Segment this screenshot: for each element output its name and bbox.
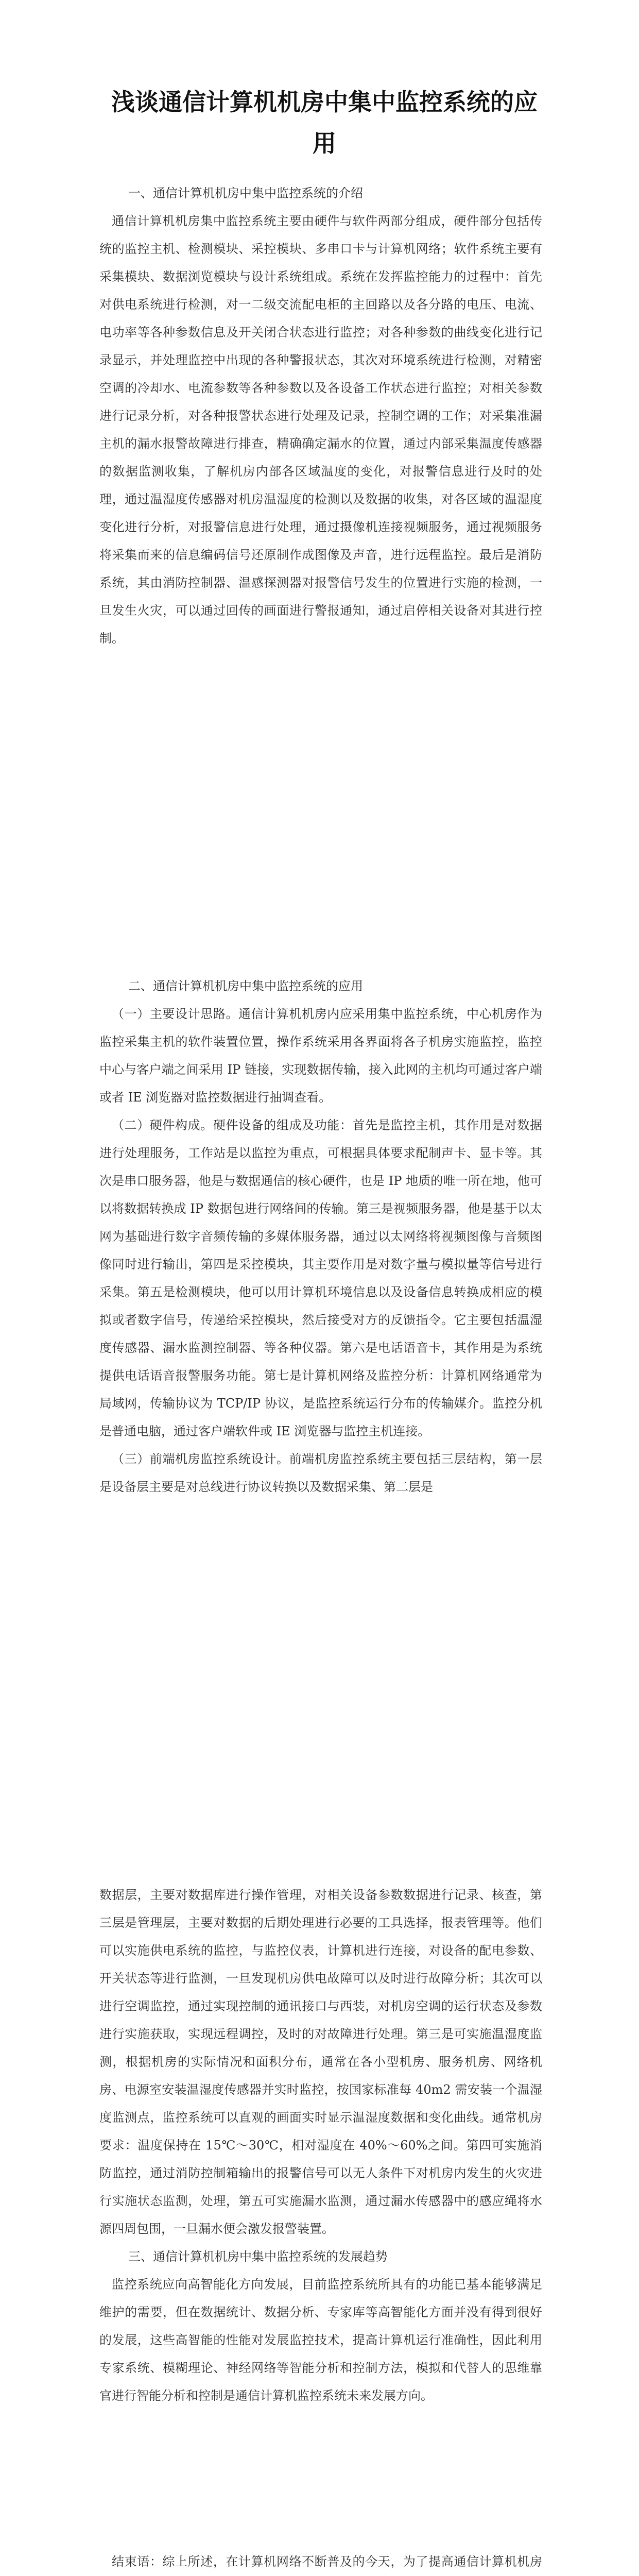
section-application	[99, 972, 542, 1501]
section-intro	[99, 179, 542, 652]
body-paragraph: （一）主要设计思路。通信计算机机房内应采用集中监控系统，中心机房作为监控采集主机的软件装置位置，操作系统采用各界面将各子机房实施监控，监控中心与客户端之间采用 IP 链接，实现数据传输，接入此网的主机均可通过客户端或者 IE 浏览器对监控数据进行抽调查看。	[99, 1007, 542, 1105]
body-paragraph: （三）前端机房监控系统设计。前端机房监控系统主要包括三层结构，第一层是设备层主要是对总线进行协议转换以及数据采集、第二层是	[99, 1452, 542, 1494]
document-title: 浅谈通信计算机机房中集中监控系统的应用	[111, 88, 538, 157]
section-heading: 二、通信计算机机房中集中监控系统的应用	[128, 979, 363, 993]
conclusion-paragraph: 结束语：综上所述，在计算机网络不断普及的今天，为了提高通信计算机机房	[112, 2554, 542, 2569]
body-paragraph: 监控系统应向高智能化方向发展，目前监控系统所具有的功能已基本能够满足维护的需要，但在数据统计、数据分析、专家库等高智能化方面并没有得到很好的发展，这些高智能的性能对发展监控技术，提高计算机运行准确性，因此利用专家系统、模糊理论、神经网络等智能分析和控制方法，模拟和代替人的思维靠官进行智能分析和控制是通信计算机监控系统未来发展方向。	[99, 2277, 542, 2403]
body-paragraph: 数据层，主要对数据库进行操作管理，对相关设备参数数据进行记录、核查，第三层是管理层，主要对数据的后期处理进行必要的工具选择，报表管理等。他们可以实施供电系统的监控，与监控仪表，计算机进行连接，对设备的配电参数、开关状态等进行监测，一旦发现机房供电故障可以及时进行故障分析；其次可以进行空调监控，通过实现控制的通讯接口与西装，对机房空调的运行状态及参数进行实施获取，实现远程调控，及时的对故障进行处理。第三是可实施温湿度监测，根据机房的实际情况和面积分布，通常在各小型机房、服务机房、网络机房、电源室安装温湿度传感器并实时监控，按国家标准每 40m2 需安装一个温湿度监测点，监控系统可以直观的画面实时显示温湿度数据和变化曲线。通常机房要求：温度保持在 15℃～30℃，相对湿度在 40%～60%之间。第四可实施消防监控，通过消防控制箱输出的报警信号可以无人条件下对机房内发生的火灾进行实施状态监测，处理，第五可实施漏水监测，通过漏水传感器中的感应绳将水源四周包围，一旦漏水便会激发报警装置。	[99, 1888, 542, 2236]
body-paragraph: （二）硬件构成。硬件设备的组成及功能：首先是监控主机，其作用是对数据进行处理服务，工作站是以监控为重点，可根据具体要求配制声卡、显卡等。其次是串口服务器，他是与数据通信的核心硬件，也是 IP 地质的唯一所在地，他可以将数据转换成 IP 数据包进行网络间的传输。第三是视频服务器，他是基于以太网为基础进行数字音频传输的多媒体服务器，通过以太网络将视频图像与音频图像同时进行输出，第四是采控模块，其主要作用是对数字量与模拟量等信号进行采集。第五是检测模块，他可以用计算机环境信息以及设备信息转换成相应的模拟或者数字信号，传递给采控模块，然后接受对方的反馈指令。它主要包括温湿度传感器、漏水监测控制器、等各种仪器。第六是电话语音卡，其作用是为系统提供电话语音报警服务功能。第七是计算机网络及监控分析：计算机网络通常为局域网，传输协议为 TCP/IP 协议，是监控系统运行分布的传输媒介。监控分机是普通电脑，通过客户端软件或 IE 浏览器与监控主机连接。	[99, 1118, 542, 1438]
section-heading: 三、通信计算机机房中集中监控系统的发展趋势	[128, 2249, 388, 2264]
body-paragraph: 通信计算机机房集中监控系统主要由硬件与软件两部分组成，硬件部分包括传统的监控主机、检测模块、采控模块、多串口卡与计算机网络；软件系统主要有采集模块、数据浏览模块与设计系统组成。系统在发挥监控能力的过程中：首先对供电系统进行检测，对一二级交流配电柜的主回路以及各分路的电压、电流、电功率等各种参数信息及开关闭合状态进行监控；对各种参数的曲线变化进行记录显示，并处理监控中出现的各种警报状态，其次对环境系统进行检测，对精密空调的冷却水、电流参数等各种参数以及各设备工作状态进行监控；对相关参数进行记录分析，对各种报警状态进行处理及记录，控制空调的工作；对采集准漏主机的漏水报警故障进行排查，精确确定漏水的位置，通过内部采集温度传感器的数据监测收集，了解机房内部各区域温度的变化，对报警信息进行及时的处理，通过温湿度传感器对机房温湿度的检测以及数据的收集，对各区域的温湿度变化进行分析，对报警信息进行处理，通过摄像机连接视频服务，通过视频服务将采集而来的信息编码信号还原制作成图像及声音，进行远程监控。最后是消防系统，其由消防控制器、温感探测器对报警信号发生的位置进行实施的检测，一旦发生火灾，可以通过回传的画面进行警报通知，通过启停相关设备对其进行控制。	[99, 214, 542, 646]
section-heading: 一、通信计算机机房中集中监控系统的介绍	[128, 186, 363, 200]
section-conclusion	[99, 2548, 542, 2576]
section-continuation	[99, 1881, 542, 2410]
